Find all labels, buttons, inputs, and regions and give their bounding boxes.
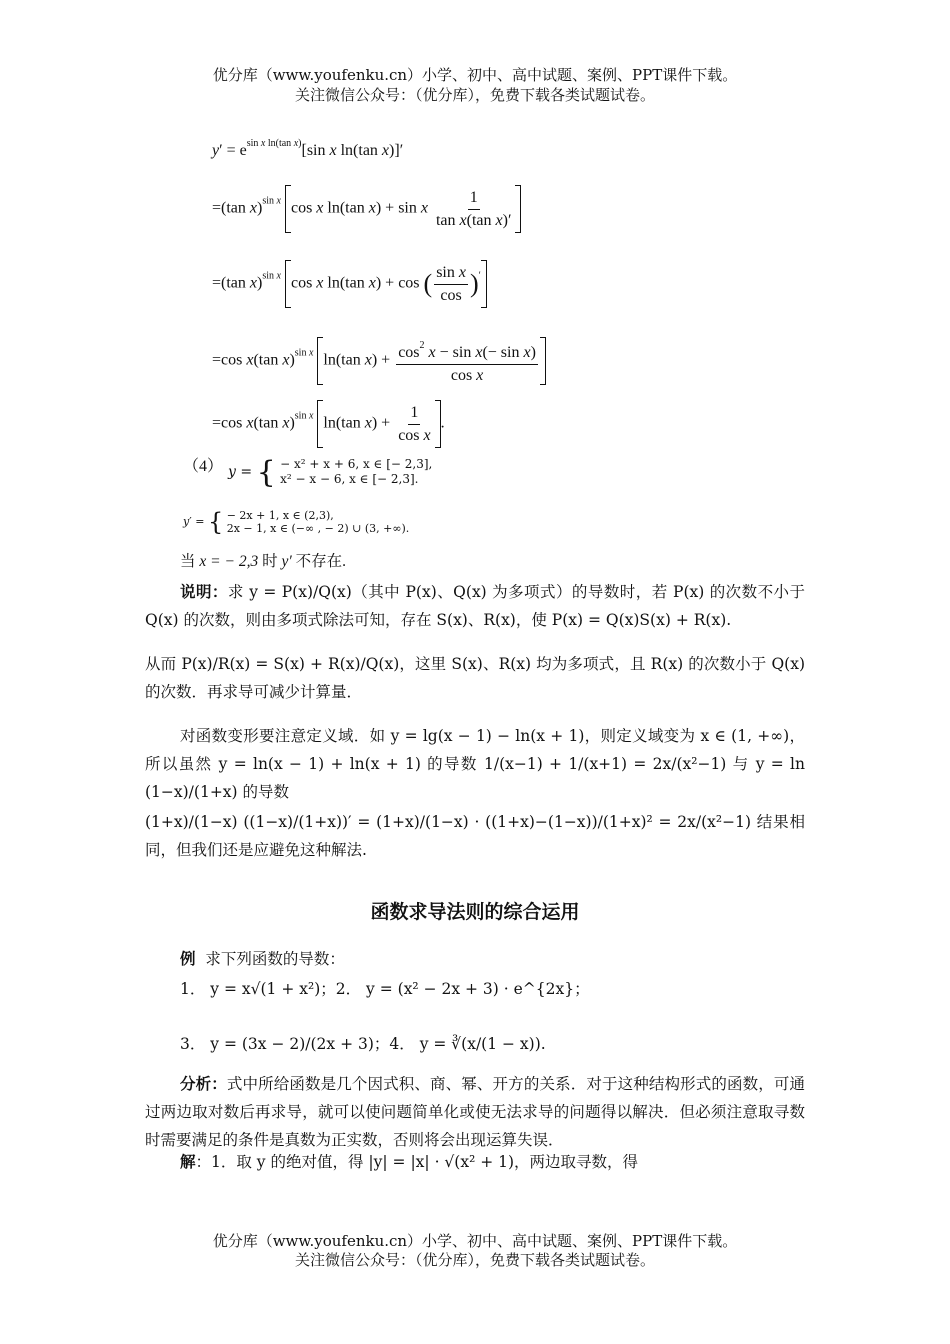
explain-paragraph-4: (1+x)/(1−x) ((1−x)/(1+x))′ = (1+x)/(1−x) · ((1+x)−(1−x))/(1+x)² = 2x/(x²−1) 结果相同，但我们还是应避免这种解法. bbox=[145, 813, 805, 859]
example-label: 例 bbox=[180, 950, 196, 968]
part4-case-1: − x² + x + 6, x ∈ [− 2,3], bbox=[280, 457, 433, 471]
example-questions-1-2: 1． y = x√(1 + x²)；2． y = (x² − 2x + 3) · e^{2x}； bbox=[180, 980, 590, 998]
derivation-text-5: = cos x (tan x)^{sin x} [ln(tan x) + 1 / cos x]. bbox=[112, 1325, 136, 1326]
analysis-paragraph bbox=[145, 1070, 805, 1154]
explain-paragraph-3: 对函数变形要注意定义域．如 y = lg(x − 1) − ln(x + 1)，则定义域变为 x ∈ (1, +∞)，所以虽然 y = ln(x − 1) + ln(x + 1) 的导数 1/(x−1) + 1/(x+1) = 2x/(x²−1) 与 y = ln (1−x)/(1+x) 的导数 bbox=[145, 727, 805, 801]
explain-paragraph-1 bbox=[145, 578, 805, 634]
header-line-1: 优分库（www.youfenku.cn）小学、初中、高中试题、案例、PPT课件下载。 bbox=[212, 66, 738, 84]
derivation-line-4: =cos x(tan x)$^{sin x}$ ln(tan x) + $\frac{\cos^2 x - \sin x(- \sin x)}{\text{cos x}}$ bbox=[212, 335, 546, 387]
part4-case-2: x² − x − 6, x ∈ [− 2,3]. bbox=[280, 472, 419, 486]
part4-note bbox=[180, 549, 346, 571]
derivation-text bbox=[0, 1325, 950, 1327]
part4-derivative-2: 2x − 1, x ∈ (−∞ , − 2) ∪ (3, +∞). bbox=[226, 522, 410, 535]
part4-note-d: y′ bbox=[281, 553, 292, 570]
example-questions-3-4: 3． y = (3x − 2)/(2x + 3)；4． y = ∛(x/(1 − x)). bbox=[180, 1035, 546, 1053]
solution-paragraph bbox=[145, 1148, 805, 1176]
example-text: 求下列函数的导数： bbox=[205, 950, 345, 968]
part4-derivative-1: − 2x + 1, x ∈ (2,3), bbox=[226, 509, 334, 522]
part4-derivative: y′ = { − 2x + 1, x ∈ (2,3), 2x − 1, x ∈ (−∞ , − 2) ∪ (3, +∞). bbox=[183, 508, 410, 536]
explain-paragraph-2: 从而 P(x)/R(x) = S(x) + R(x)/Q(x)，这里 S(x)、R(x) 均为多项式，且 R(x) 的次数小于 Q(x) 的次数．再求导可减少计算量． bbox=[145, 655, 805, 701]
part4-label: （4） bbox=[183, 458, 224, 475]
part4-function: y = { − x² + x + 6, x ∈ [− 2,3], x² − x − 6, x ∈ [− 2,3]. bbox=[228, 455, 433, 490]
derivation-text-2: = (tan x)^{sin x} [cos x ln(tan x) + sin x · 1/(tan x (tan x)′)] bbox=[20, 1325, 51, 1326]
part4-note-e: 不存在. bbox=[295, 553, 347, 570]
part4-note-b: x = − 2,3 bbox=[199, 553, 259, 570]
analysis-text: 式中所给函数是几个因式积、商、幂、开方的关系．对于这种结构形式的函数，可通过两边取对数后再求导，就可以使问题简单化或使无法求导的问题得以解决．但必须注意取寻数时需要满足的条件是真数为正实数，否则将会出现运算失误． bbox=[145, 1075, 805, 1149]
footer-line-1: 优分库（www.youfenku.cn）小学、初中、高中试题、案例、PPT课件下载。 bbox=[212, 1232, 738, 1250]
header-line-2: 关注微信公众号：（优分库），免费下载各类试题试卷。 bbox=[294, 86, 655, 104]
part4-note-a: 当 bbox=[180, 553, 196, 570]
derivation-text-3: = (tan x)^{sin x} [cos x ln(tan x) + cos (sin x / cos)′] bbox=[50, 1325, 78, 1326]
analysis-label: 分析： bbox=[180, 1075, 227, 1093]
derivation-line-2: =(tan x)$^{sin x}$ cos x ln(tan x) + sin x $\frac{1}{\text{tan x(tan x)′}}$ bbox=[212, 185, 521, 233]
derivation-line-3: =(tan x)$^{sin x}$ cos x ln(tan x) + cos ( $\frac{\text{sin x}}{\cos}$ )′ bbox=[212, 260, 487, 308]
derivation-text-4: = cos x (tan x)^{sin x} [ln(tan x) + (cos² x − sin x(− sin x)) / cos x] bbox=[77, 1325, 112, 1326]
derivation-text-1: y′ = e^{sin x ln(tan x)} [sin x ln(tan x)]′ bbox=[0, 1325, 21, 1326]
derivation-line-5: =cos x(tan x)$^{sin x}$ ln(tan x) + $\frac{1}{\text{cos x}}$ . bbox=[212, 400, 445, 448]
derivation-line-1: $y' = e^{sin x ln(tan x)}[\sin$ x ln(tan x)]′ bbox=[212, 138, 404, 159]
section-title: 函数求导法则的综合运用 bbox=[370, 901, 580, 923]
solution-label: 解 bbox=[180, 1153, 196, 1171]
part4-note-c: 时 bbox=[262, 553, 278, 570]
footer-line-2: 关注微信公众号：（优分库），免费下载各类试题试卷。 bbox=[294, 1251, 655, 1269]
solution-text: ：1．取 y 的绝对值，得 |y| = |x| · √(x² + 1)，两边取寻数，得 bbox=[195, 1153, 639, 1171]
explain-text-1: 求 y = P(x)/Q(x)（其中 P(x)、Q(x) 为多项式）的导数时，若 P(x) 的次数不小于 Q(x) 的次数，则由多项式除法可知，存在 S(x)、R(x)，使 P(x) = Q(x)S(x) + R(x). bbox=[145, 583, 805, 629]
explain-label: 说明： bbox=[180, 583, 228, 601]
example-prompt bbox=[145, 945, 805, 973]
